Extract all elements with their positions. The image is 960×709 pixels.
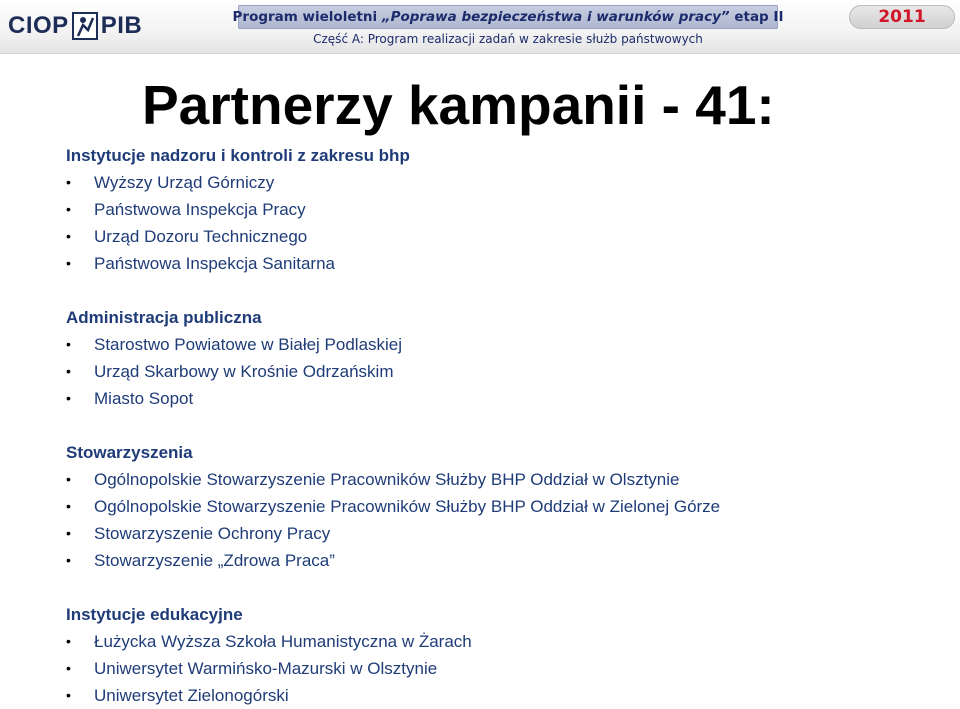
list-item: [66, 655, 946, 682]
list-item-text: Wyższy Urząd Górniczy: [94, 173, 275, 192]
partner-section: [66, 601, 946, 709]
list-item-text: Ogólnopolskie Stowarzyszenie Pracowników Służby BHP Oddział w Olsztynie: [94, 470, 680, 489]
partner-section: [66, 142, 946, 277]
bullet-icon: •: [66, 390, 71, 406]
slide-header: [0, 0, 960, 54]
list-item-text: Uniwersytet Warmińsko-Mazurski w Olsztynie: [94, 659, 438, 678]
bullet-icon: •: [66, 633, 71, 649]
section-spacer: [66, 412, 946, 439]
partner-section: [66, 304, 946, 412]
partner-section: [66, 439, 946, 574]
list-item: [66, 493, 946, 520]
list-item-text: Uniwersytet Zielonogórski: [94, 686, 289, 705]
list-item: [66, 331, 946, 358]
section-heading: Administracja publiczna: [66, 308, 262, 327]
list-item-text: Starostwo Powiatowe w Białej Podlaskiej: [94, 335, 403, 354]
bullet-icon: •: [66, 363, 71, 379]
year-badge: 2011: [849, 5, 955, 29]
list-item: [66, 358, 946, 385]
partners-list: [66, 142, 946, 709]
program-prefix: Program wieloletni: [232, 9, 382, 25]
list-item: [66, 682, 946, 709]
list-item: [66, 385, 946, 412]
bullet-icon: •: [66, 687, 71, 703]
program-subtitle: Część A: Program realizacji zadań w zakresie służb państwowych: [313, 32, 703, 46]
list-item: [66, 196, 946, 223]
bullet-icon: •: [66, 660, 71, 676]
bullet-icon: •: [66, 525, 71, 541]
list-item-text: Państwowa Inspekcja Sanitarna: [94, 254, 335, 273]
list-item-text: Stowarzyszenie Ochrony Pracy: [94, 524, 331, 543]
bullet-icon: •: [66, 255, 71, 271]
page-title: Partnerzy kampanii - 41:: [142, 74, 775, 136]
list-item: [66, 628, 946, 655]
program-name: „Poprawa bezpieczeństwa i warunków pracy”: [381, 9, 730, 25]
list-item-text: Ogólnopolskie Stowarzyszenie Pracowników Służby BHP Oddział w Zielonej Górze: [94, 497, 721, 516]
list-item-text: Miasto Sopot: [94, 389, 194, 408]
list-item-text: Urząd Dozoru Technicznego: [94, 227, 308, 246]
bullet-icon: •: [66, 552, 71, 568]
section-spacer: [66, 574, 946, 601]
section-heading: Instytucje edukacyjne: [66, 605, 243, 624]
list-item-text: Stowarzyszenie „Zdrowa Praca”: [94, 551, 335, 570]
list-item-text: Urząd Skarbowy w Krośnie Odrzańskim: [94, 362, 394, 381]
section-heading: Stowarzyszenia: [66, 443, 193, 462]
list-item: [66, 466, 946, 493]
bullet-icon: •: [66, 498, 71, 514]
list-item: [66, 223, 946, 250]
ciop-pib-logo: [8, 11, 142, 41]
program-suffix: etap II: [729, 9, 784, 25]
logo-text-ciop: CIOP: [8, 12, 69, 39]
list-item: [66, 169, 946, 196]
list-item: [66, 547, 946, 574]
bullet-icon: •: [66, 201, 71, 217]
program-title-bar: [232, 5, 784, 29]
bullet-icon: •: [66, 174, 71, 190]
section-heading: Instytucje nadzoru i kontroli z zakresu bhp: [66, 146, 410, 165]
list-item: [66, 250, 946, 277]
list-item: [66, 520, 946, 547]
bullet-icon: •: [66, 336, 71, 352]
section-spacer: [66, 277, 946, 304]
list-item-text: Państwowa Inspekcja Pracy: [94, 200, 306, 219]
bullet-icon: •: [66, 228, 71, 244]
bullet-icon: •: [66, 471, 71, 487]
ciop-pib-logo-mark-icon: [72, 12, 98, 40]
list-item-text: Łużycka Wyższa Szkoła Humanistyczna w Żarach: [94, 632, 472, 651]
logo-text-pib: PIB: [100, 12, 143, 39]
